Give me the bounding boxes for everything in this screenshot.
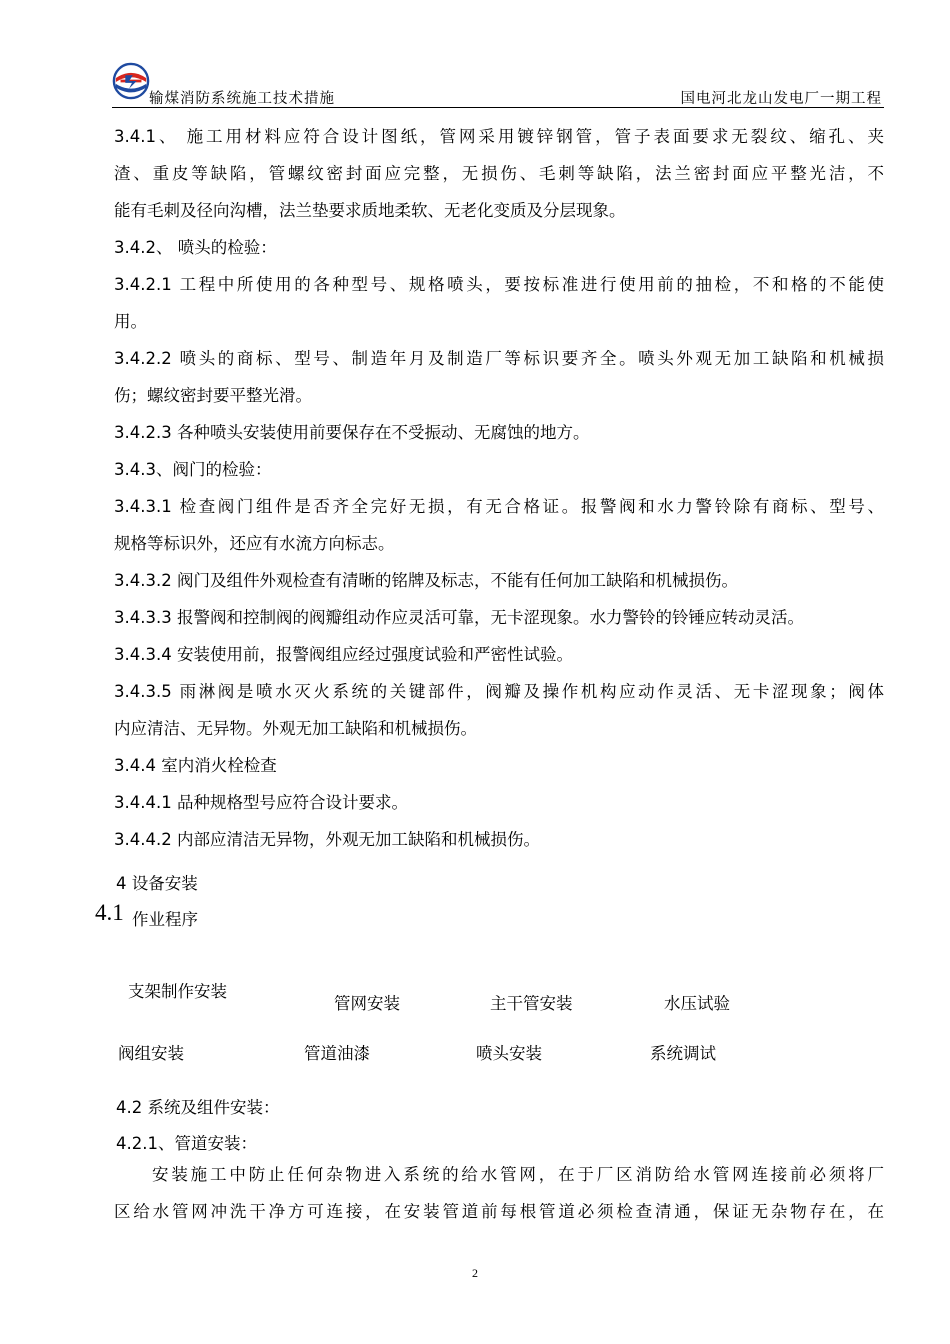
paragraph-3-4-2-1-line-2: 用。 (114, 312, 147, 331)
paragraph-3-4-3-5-line-1: 3.4.3.5 雨淋阀是喷水灭火系统的关键部件，阀瓣及操作机构应动作灵活、无卡涩现象；阀体 (114, 682, 884, 701)
flow-step-main-pipe: 主干管安装 (490, 994, 573, 1013)
paragraph-3-4-3-3: 3.4.3.3 报警阀和控制阀的阀瓣组动作应灵活可靠，无卡涩现象。水力警铃的铃锤应转动灵活。 (114, 608, 804, 627)
section-4-1-number: 4.1 (95, 900, 124, 925)
paragraph-3-4-1-line-1: 3.4.1、 施工用材料应符合设计图纸，管网采用镀锌钢管，管子表面要求无裂纹、缩孔、夹 (114, 127, 884, 146)
paragraph-3-4-3-2: 3.4.3.2 阀门及组件外观检查有清晰的铭牌及标志，不能有任何加工缺陷和机械损伤。 (114, 571, 738, 590)
paragraph-3-4-3: 3.4.3、阀门的检验： (114, 460, 272, 479)
flow-step-valve-group: 阀组安装 (118, 1044, 184, 1063)
paragraph-3-4-2: 3.4.2、 喷头的检验： (114, 238, 277, 257)
paragraph-3-4-2-2-line-2: 伤；螺纹密封要平整光滑。 (114, 386, 312, 405)
flow-step-pipe-network: 管网安装 (334, 994, 400, 1013)
section-3-4-body (114, 118, 884, 858)
paragraph-3-4-3-1-line-1: 3.4.3.1 检查阀门组件是否齐全完好无损，有无合格证。报警阀和水力警铃除有商标、型号、 (114, 497, 884, 516)
section-4-heading: 4 设备安装 (116, 874, 198, 893)
paragraph-3-4-3-5-line-2: 内应清洁、无异物。外观无加工缺陷和机械损伤。 (114, 719, 477, 738)
paragraph-3-4-4-2: 3.4.4.2 内部应清洁无异物，外观无加工缺陷和机械损伤。 (114, 830, 540, 849)
header-divider (112, 107, 884, 108)
paragraph-3-4-2-2-line-1: 3.4.2.2 喷头的商标、型号、制造年月及制造厂等标识要齐全。喷头外观无加工缺陷和机械损 (114, 349, 884, 368)
flow-step-system-debug: 系统调试 (650, 1044, 716, 1063)
paragraph-3-4-3-1-line-2: 规格等标识外，还应有水流方向标志。 (114, 534, 395, 553)
company-logo-icon (112, 62, 150, 100)
section-4-1-label: 作业程序 (132, 910, 198, 929)
paragraph-3-4-2-1-line-1: 3.4.2.1 工程中所使用的各种型号、规格喷头，要按标准进行使用前的抽检，不和格的不能使 (114, 275, 884, 294)
section-4-2-1-line-1: 安装施工中防止任何杂物进入系统的给水管网，在于厂区消防给水管网连接前必须将厂 (152, 1165, 884, 1184)
paragraph-3-4-1-line-3: 能有毛刺及径向沟槽，法兰垫要求质地柔软、无老化变质及分层现象。 (114, 201, 626, 220)
paragraph-3-4-4-1: 3.4.4.1 品种规格型号应符合设计要求。 (114, 793, 408, 812)
paragraph-3-4-1-line-2: 渣、重皮等缺陷，管螺纹密封面应完整，无损伤、毛刺等缺陷，法兰密封面应平整光洁，不 (114, 164, 884, 183)
flow-step-pressure-test: 水压试验 (664, 994, 730, 1013)
paragraph-3-4-4: 3.4.4 室内消火栓检查 (114, 756, 277, 775)
paragraph-3-4-3-4: 3.4.3.4 安装使用前，报警阀组应经过强度试验和严密性试验。 (114, 645, 573, 664)
section-4-2-1-heading: 4.2.1、管道安装： (116, 1134, 257, 1153)
header-document-title: 输煤消防系统施工技术措施 (149, 91, 335, 107)
section-4-2-1-body (114, 1156, 884, 1230)
page-number: 2 (472, 1266, 478, 1280)
paragraph-3-4-2-3: 3.4.2.3 各种喷头安装使用前要保存在不受振动、无腐蚀的地方。 (114, 423, 590, 442)
section-4-2-heading: 4.2 系统及组件安装： (116, 1098, 280, 1117)
flow-step-support-fabrication: 支架制作安装 (128, 982, 227, 1001)
header-project-name: 国电河北龙山发电厂一期工程 (680, 91, 882, 107)
flow-step-sprinkler-install: 喷头安装 (476, 1044, 542, 1063)
page-header (112, 62, 884, 108)
flow-step-pipe-painting: 管道油漆 (304, 1044, 370, 1063)
section-4-2-1-line-2: 区给水管网冲洗干净方可连接，在安装管道前每根管道必须检查清通，保证无杂物存在，在 (114, 1202, 884, 1221)
